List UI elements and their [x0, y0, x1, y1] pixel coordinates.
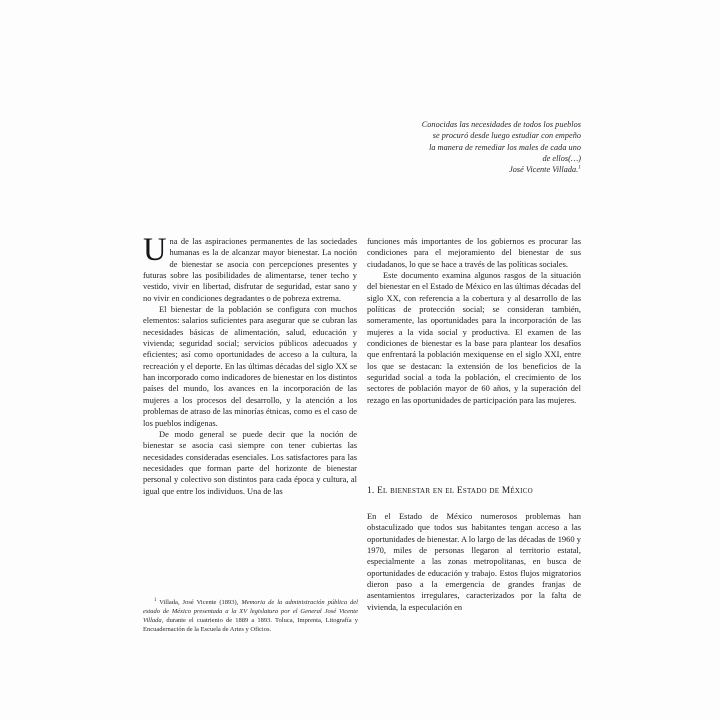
body-column-left — [143, 232, 357, 497]
footnote-1 — [143, 598, 358, 634]
body-column-right-continued — [367, 511, 581, 613]
epigraph-block — [367, 119, 581, 175]
drop-cap: U — [143, 232, 167, 268]
paragraph-right-2: Este documento examina algunos rasgos de la situación del bienestar en el Estado de México en las últimas décadas del siglo XX, con referencia a la cobertura y al desarrollo de las políticas de protección social; se consideran también, someramente, las oportunidades para la incorporación de las mujeres a la vida social y productiva. El examen de las condiciones de bienestar es la base para plantear los desafíos que enfrentará la población mexiquense en el siglo XXI, entre los que se destacan: la extensión de los beneficios de la seguridad social a toda la población, el crecimiento de los sectores de población mayor de 60 años, y la superación del rezago en las oportunidades de participación para las mujeres. — [367, 270, 581, 405]
paragraph-left-3: De modo general se puede decir que la noción de bienestar se asocia casi siempre con tener cubiertas las necesidades consideradas esenciales. Los satisfactores para las necesidades que forman parte del horizonte de bienestar personal y colectivo son distintos para cada época y cultura, al igual que entre los individuos. Una de las — [143, 428, 357, 496]
footnote-block — [143, 598, 358, 634]
paragraph-right-3: En el Estado de México numerosos problemas han obstaculizado que todos sus habitantes tengan acceso a las oportunidades de bienestar. A lo largo de las décadas de 1960 y 1970, miles de personas llegaron al territorio estatal, especialmente a las zonas metropolitanas, en busca de oportunidades de educación y trabajo. Estos flujos migratorios dieron paso a la emergencia de grandes franjas de asentamientos irregulares, caracterizados por la falta de vivienda, la especulación en — [367, 511, 581, 612]
section-heading-title: El bienestar en el Estado de México — [377, 486, 533, 496]
epigraph-line-3: la manera de remediar los males de cada uno — [429, 142, 581, 152]
epigraph-line-1: Conocidas las necesidades de todos los pueblos — [421, 120, 581, 129]
paragraph-left-2: El bienestar de la población se configura con muchos elementos: salarios suficientes para asegurar que se cubran las necesidades básicas de alimentación, salud, educación y vivienda; seguridad social; servicios públicos adecuados y eficientes; así como oportunidades de acceso a la cultura, la recreación y el deporte. En las últimas décadas del siglo XX se han incorporado como indicadores de bienestar en los distintos países del mundo, los avances en la incorporación de las mujeres a los procesos del desarrollo, y la atención a los problemas de atraso de las minorías étnicas, como es el caso de los pueblos indígenas. — [143, 304, 357, 428]
epigraph-line-4: de ellos(…) — [542, 153, 581, 163]
epigraph-footnote-marker: 1 — [578, 164, 581, 171]
epigraph-attribution-name: José Vicente Villada. — [509, 165, 579, 175]
footnote-marker: 1 — [154, 597, 157, 603]
footnote-part-3: , durante el cuatrienio de 1889 a 1893. Toluca, Imprenta, Litografía y Encuadernación de la Escuela de Artes y Oficios. — [143, 617, 358, 634]
body-column-right — [367, 236, 581, 406]
footnote-part-1: Villada, José Vicente (1893), — [156, 599, 242, 606]
paragraph-left-1 — [143, 232, 357, 304]
epigraph-attribution — [367, 164, 581, 175]
epigraph-line-2: se procuró desde luego estudiar con empeño — [432, 131, 581, 141]
section-heading-number: 1. — [367, 486, 375, 496]
paragraph-left-1-text: na de las aspiraciones permanentes de las sociedades humanas es la de alcanzar mayor bienestar. La noción de bienestar se asocia con percepciones presentes y futuras sobre las posibilidades de alimentarse, tener techo y vestido, vivir en libertad, disfrutar de seguridad, estar sano y no vivir en condiciones degradantes o de pobreza extrema. — [143, 236, 357, 303]
section-heading-1 — [367, 485, 581, 497]
paragraph-right-1: funciones más importantes de los gobiernos es procurar las condiciones para el mejoramiento del bienestar de sus ciudadanos, lo que se hace a través de las políticas sociales. — [367, 236, 581, 269]
footnote-part-2-title: Memoria de la administración pública del estado de México presentada a la XV legislatura por el General José Vicente Villada — [143, 599, 358, 625]
